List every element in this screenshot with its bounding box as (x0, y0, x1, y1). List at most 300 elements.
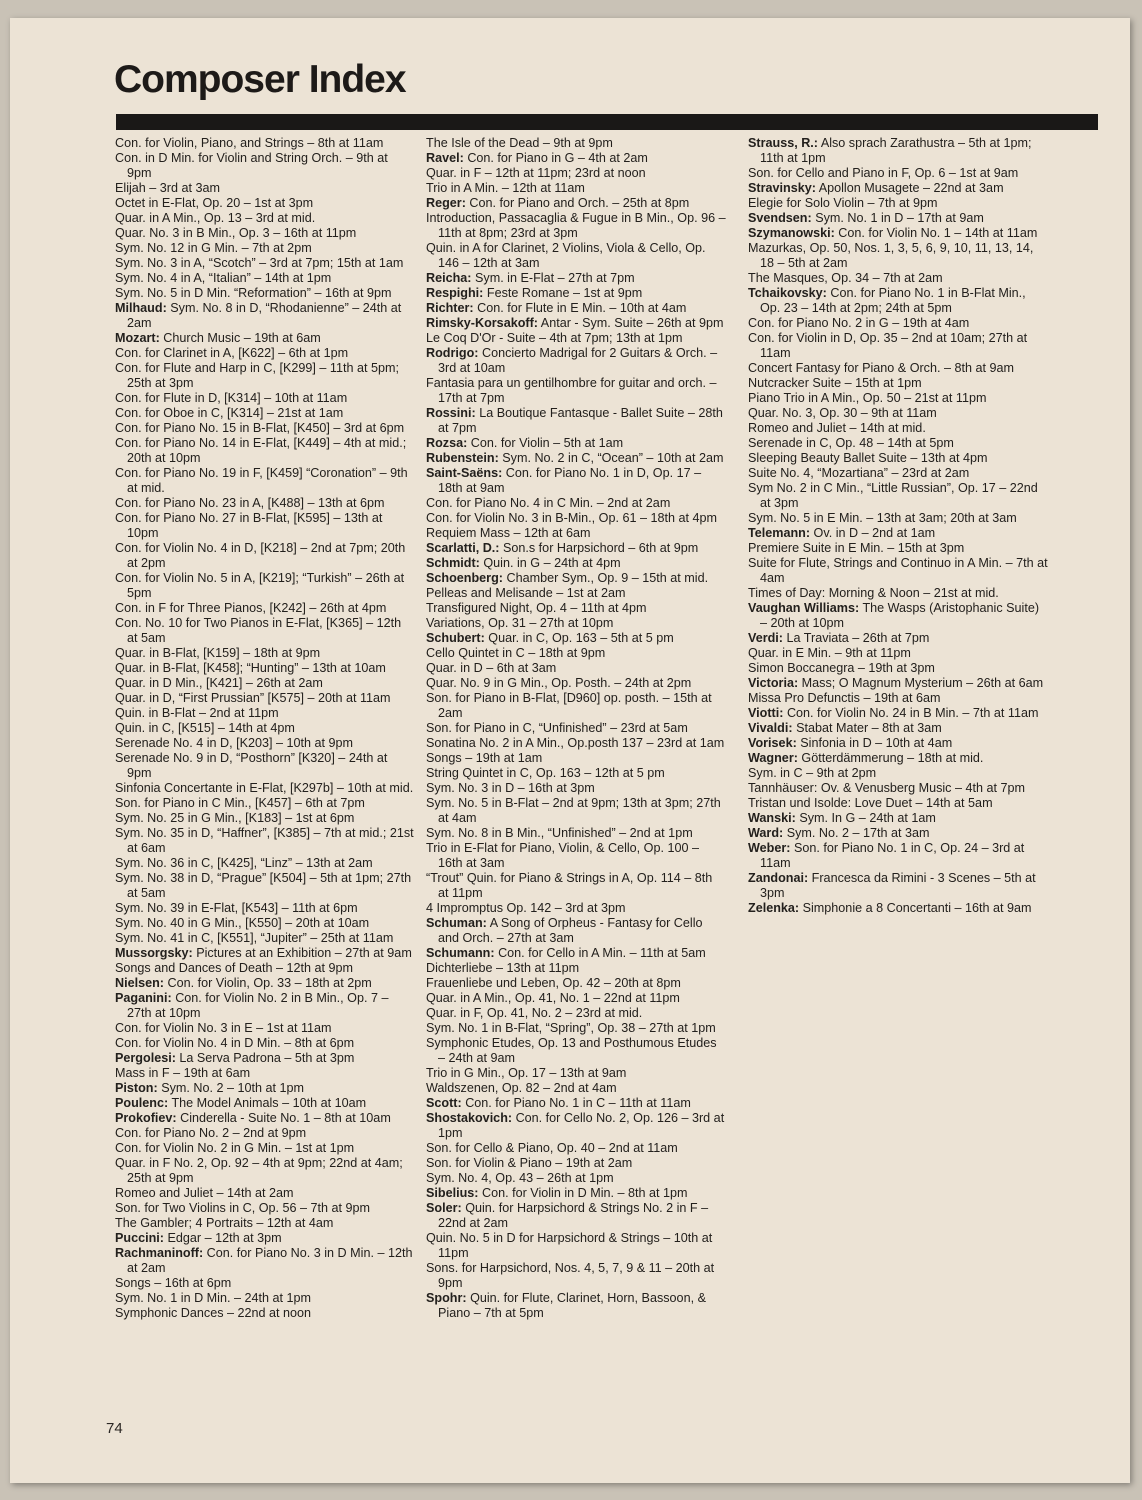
index-entry (426, 796, 726, 826)
composer-name: Ward: (748, 826, 784, 840)
composer-name: Zandonai: (748, 871, 809, 885)
work-listing: Introduction, Passacaglia & Fugue in B Min., Op. 96 – 11th at 8pm; 23rd at 3pm (426, 211, 726, 240)
work-listing: Simphonie a 8 Concertanti – 16th at 9am (802, 901, 1032, 915)
magazine-page (10, 18, 1130, 1483)
work-listing: Son. for Piano No. 1 in C, Op. 24 – 3rd at 11am (760, 841, 1025, 870)
work-listing: Songs – 19th at 1am (426, 751, 543, 765)
work-listing: Romeo and Juliet – 14th at 2am (115, 1186, 294, 1200)
index-entry (426, 241, 726, 271)
composer-name: Saint-Saëns: (426, 466, 503, 480)
index-entry (115, 661, 415, 676)
index-entry (748, 721, 1048, 736)
index-entry (115, 421, 415, 436)
work-listing: La Traviata – 26th at 7pm (786, 631, 930, 645)
work-listing: Trio in E-Flat for Piano, Violin, & Cello, Op. 100 – 16th at 3am (426, 841, 699, 870)
work-listing: Tristan und Isolde: Love Duet – 14th at 5am (748, 796, 993, 810)
composer-name: Scarlatti, D.: (426, 541, 500, 555)
index-entry (115, 1276, 415, 1291)
composer-name: Rozsa: (426, 436, 468, 450)
work-listing: Sym. No. 12 in G Min. – 7th at 2pm (115, 241, 312, 255)
index-entry (115, 211, 415, 226)
work-listing: Transfigured Night, Op. 4 – 11th at 4pm (426, 601, 647, 615)
index-entry (115, 646, 415, 661)
work-listing: Con. for Violin No. 24 in B Min. – 7th at 11am (786, 706, 1039, 720)
work-listing: Con. for Violin No. 4 in D, [K218] – 2nd at 7pm; 20th at 2pm (115, 541, 406, 570)
index-entry (115, 1141, 415, 1156)
work-listing: String Quintet in C, Op. 163 – 12th at 5 pm (426, 766, 665, 780)
work-listing: Mass in F – 19th at 6am (115, 1066, 251, 1080)
work-listing: Simon Boccanegra – 19th at 3pm (748, 661, 935, 675)
index-entry (748, 691, 1048, 706)
work-listing: Son. for Piano in B-Flat, [D960] op. posth. – 15th at 2am (426, 691, 712, 720)
work-listing: Quar. in D – 6th at 3am (426, 661, 557, 675)
index-entry (426, 496, 726, 511)
work-listing: Sym. No. 4 in A, “Italian” – 14th at 1pm (115, 271, 332, 285)
work-listing: Elijah – 3rd at 3am (115, 181, 221, 195)
index-entry (426, 826, 726, 841)
page-title: Composer Index (114, 58, 406, 101)
index-entry (115, 151, 415, 181)
work-listing: Romeo and Juliet – 14th at mid. (748, 421, 926, 435)
composer-name: Szymanowski: (748, 226, 835, 240)
work-listing: Con. in F for Three Pianos, [K242] – 26th at 4pm (115, 601, 387, 615)
index-entry (426, 136, 726, 151)
work-listing: Con. for Violin No. 3 in E – 1st at 11am (115, 1021, 332, 1035)
index-entry (426, 691, 726, 721)
index-entry (426, 331, 726, 346)
composer-name: Prokofiev: (115, 1111, 177, 1125)
index-entry (115, 196, 415, 211)
work-listing: Dichterliebe – 13th at 11pm (426, 961, 580, 975)
index-entry (426, 556, 726, 571)
index-entry (115, 796, 415, 811)
work-listing: Sym No. 2 in C Min., “Little Russian”, Op. 17 – 22nd at 3pm (748, 481, 1038, 510)
index-entry (426, 1201, 726, 1231)
composer-name: Rodrigo: (426, 346, 479, 360)
work-listing: Fantasia para un gentilhombre for guitar and orch. – 17th at 7pm (426, 376, 717, 405)
index-entry (115, 946, 415, 961)
work-listing: Suite No. 4, “Mozartiana” – 23rd at 2am (748, 466, 970, 480)
index-entry (115, 676, 415, 691)
index-entry (115, 301, 415, 331)
composer-name: Schmidt: (426, 556, 480, 570)
index-entry (748, 811, 1048, 826)
composer-name: Strauss, R.: (748, 136, 818, 150)
composer-name: Schoenberg: (426, 571, 503, 585)
index-entry (748, 241, 1048, 271)
index-entry (426, 316, 726, 331)
work-listing: Con. for Violin No. 2 in B Min., Op. 7 – 27th at 10pm (127, 991, 389, 1020)
work-listing: Quin. in A for Clarinet, 2 Violins, Viola & Cello, Op. 146 – 12th at 3am (426, 241, 706, 270)
index-entry (426, 1111, 726, 1141)
work-listing: Quin. in B-Flat – 2nd at 11pm (115, 706, 279, 720)
composer-name: Viotti: (748, 706, 784, 720)
index-entry (426, 766, 726, 781)
work-listing: The Isle of the Dead – 9th at 9pm (426, 136, 613, 150)
composer-name: Schumann: (426, 946, 495, 960)
work-listing: Edgar – 12th at 3pm (167, 1231, 282, 1245)
index-entry (115, 226, 415, 241)
work-listing: Concert Fantasy for Piano & Orch. – 8th at 9am (748, 361, 1014, 375)
index-entry (115, 1156, 415, 1186)
index-entry (748, 661, 1048, 676)
index-entry (748, 196, 1048, 211)
work-listing: Nutcracker Suite – 15th at 1pm (748, 376, 922, 390)
index-entry (748, 286, 1048, 316)
work-listing: Con. for Cello No. 2, Op. 126 – 3rd at 1pm (438, 1111, 725, 1140)
index-entry (748, 136, 1048, 166)
index-entry (748, 541, 1048, 556)
work-listing: La Boutique Fantasque - Ballet Suite – 28th at 7pm (438, 406, 723, 435)
work-listing: Chamber Sym., Op. 9 – 15th at mid. (506, 571, 709, 585)
index-entry (748, 586, 1048, 601)
work-listing: Con. for Violin in D Min. – 8th at 1pm (481, 1186, 688, 1200)
work-listing: Con. for Piano No. 3 in D Min. – 12th at 2am (127, 1246, 413, 1275)
work-listing: Sym. No. 40 in G Min., [K550] – 20th at 10am (115, 916, 370, 930)
work-listing: Sym. No. 3 in A, “Scotch” – 3rd at 7pm; 15th at 1am (115, 256, 404, 270)
composer-name: Vorisek: (748, 736, 797, 750)
index-entry (115, 1111, 415, 1126)
work-listing: Con. for Flute and Harp in C, [K299] – 11th at 5pm; 25th at 3pm (115, 361, 399, 390)
composer-name: Vaughan Williams: (748, 601, 860, 615)
composer-name: Zelenka: (748, 901, 800, 915)
work-listing: Con. for Violin No. 4 in D Min. – 8th at 6pm (115, 1036, 355, 1050)
index-entry (115, 346, 415, 361)
work-listing: Sym. No. 1 in D Min. – 24th at 1pm (115, 1291, 311, 1305)
index-entry (115, 361, 415, 391)
index-entry (748, 436, 1048, 451)
composer-name: Victoria: (748, 676, 799, 690)
work-listing: Sinfonia Concertante in E-Flat, [K297b] – 10th at mid. (115, 781, 414, 795)
work-listing: Octet in E-Flat, Op. 20 – 1st at 3pm (115, 196, 314, 210)
composer-name: Rossini: (426, 406, 476, 420)
work-listing: Sym. No. 8 in D, “Rhodanienne” – 24th at 2am (127, 301, 402, 330)
work-listing: Mass; O Magnum Mysterium – 26th at 6am (801, 676, 1044, 690)
index-entry (748, 751, 1048, 766)
work-listing: Quar. in B-Flat, [K458]; “Hunting” – 13th at 10am (115, 661, 386, 675)
work-listing: Sons. for Harpsichord, Nos. 4, 5, 7, 9 & 11 – 20th at 9pm (426, 1261, 715, 1290)
index-entry (748, 736, 1048, 751)
work-listing: Concierto Madrigal for 2 Guitars & Orch. – 3rd at 10am (438, 346, 718, 375)
work-listing: Sym. No. 8 in B Min., “Unfinished” – 2nd at 1pm (426, 826, 693, 840)
work-listing: Con. for Violin – 5th at 1am (470, 436, 624, 450)
work-listing: Quar. in A Min., Op. 41, No. 1 – 22nd at 11pm (426, 991, 680, 1005)
index-entry (115, 1291, 415, 1306)
index-entry (426, 676, 726, 691)
index-entry (115, 961, 415, 976)
work-listing: Trio in G Min., Op. 17 – 13th at 9am (426, 1066, 627, 1080)
index-entry (426, 961, 726, 976)
index-entry (115, 496, 415, 511)
work-listing: Songs – 16th at 6pm (115, 1276, 232, 1290)
composer-name: Wanski: (748, 811, 796, 825)
composer-name: Paganini: (115, 991, 172, 1005)
index-entry (426, 181, 726, 196)
work-listing: The Wasps (Aristophanic Suite) – 20th at 10pm (760, 601, 1040, 630)
index-entry (426, 1156, 726, 1171)
work-listing: Quar. in D Min., [K421] – 26th at 2am (115, 676, 323, 690)
index-entry (426, 1066, 726, 1081)
composer-name: Ravel: (426, 151, 464, 165)
work-listing: Con. for Piano No. 27 in B-Flat, [K595] – 13th at 10pm (115, 511, 383, 540)
work-listing: Con. for Violin No. 2 in G Min. – 1st at 1pm (115, 1141, 355, 1155)
work-listing: Serenade No. 4 in D, [K203] – 10th at 9pm (115, 736, 354, 750)
work-listing: Sym. in C – 9th at 2pm (748, 766, 877, 780)
work-listing: Mazurkas, Op. 50, Nos. 1, 3, 5, 6, 9, 10, 11, 13, 14, 18 – 5th at 2am (748, 241, 1034, 270)
work-listing: Quar. in B-Flat, [K159] – 18th at 9pm (115, 646, 321, 660)
index-entry (426, 271, 726, 286)
composer-name: Stravinsky: (748, 181, 816, 195)
work-listing: Trio in A Min. – 12th at 11am (426, 181, 585, 195)
work-listing: Symphonic Etudes, Op. 13 and Posthumous Etudes – 24th at 9am (426, 1036, 717, 1065)
index-entry (748, 601, 1048, 631)
composer-name: Pergolesi: (115, 1051, 176, 1065)
composer-name: Svendsen: (748, 211, 812, 225)
work-listing: Con. for Piano No. 2 – 2nd at 9pm (115, 1126, 307, 1140)
work-listing: Con. for Piano No. 4 in C Min. – 2nd at 2am (426, 496, 671, 510)
work-listing: Quin. for Harpsichord & Strings No. 2 in F – 22nd at 2am (438, 1201, 709, 1230)
work-listing: Son. for Violin & Piano – 19th at 2am (426, 1156, 633, 1170)
work-listing: Quar. in C, Op. 163 – 5th at 5 pm (488, 631, 674, 645)
index-entry (115, 286, 415, 301)
index-entry (426, 166, 726, 181)
index-entry (115, 811, 415, 826)
composer-name: Mussorgsky: (115, 946, 193, 960)
index-entry (115, 1081, 415, 1096)
work-listing: Premiere Suite in E Min. – 15th at 3pm (748, 541, 965, 555)
work-listing: A Song of Orpheus - Fantasy for Cello and Orch. – 27th at 3am (438, 916, 703, 945)
index-entry (426, 451, 726, 466)
work-listing: Sinfonia in D – 10th at 4am (800, 736, 953, 750)
work-listing: Con. for Violin, Op. 33 – 18th at 2pm (167, 976, 372, 990)
work-listing: Quar. No. 3 in B Min., Op. 3 – 16th at 11pm (115, 226, 357, 240)
work-listing: Cinderella - Suite No. 1 – 8th at 10am (180, 1111, 391, 1125)
composer-name: Reger: (426, 196, 466, 210)
index-entry (115, 241, 415, 256)
index-entry (115, 391, 415, 406)
work-listing: Also sprach Zarathustra – 5th at 1pm; 11th at 1pm (760, 136, 1032, 165)
index-entry (748, 796, 1048, 811)
index-entry (115, 616, 415, 646)
index-entry (115, 931, 415, 946)
composer-name: Spohr: (426, 1291, 467, 1305)
work-listing: Sym. No. 25 in G Min., [K183] – 1st at 6pm (115, 811, 355, 825)
index-entry (426, 661, 726, 676)
composer-name: Milhaud: (115, 301, 167, 315)
work-listing: Sym. No. 5 in B-Flat – 2nd at 9pm; 13th at 3pm; 27th at 4am (426, 796, 721, 825)
index-entry (426, 646, 726, 661)
index-entry (115, 1306, 415, 1321)
work-listing: Con. for Cello in A Min. – 11th at 5am (498, 946, 706, 960)
work-listing: Sym. No. 5 in D Min. “Reformation” – 16th at 9pm (115, 286, 392, 300)
index-entry (115, 601, 415, 616)
composer-name: Puccini: (115, 1231, 164, 1245)
composer-name: Weber: (748, 841, 791, 855)
index-entry (748, 481, 1048, 511)
index-entry (115, 781, 415, 796)
composer-name: Vivaldi: (748, 721, 793, 735)
work-listing: Pictures at an Exhibition – 27th at 9am (196, 946, 412, 960)
work-listing: Con. for Violin No. 3 in B-Min., Op. 61 – 18th at 4pm (426, 511, 717, 525)
index-entry (426, 991, 726, 1006)
work-listing: Con. for Piano in G – 4th at 2am (467, 151, 648, 165)
work-listing: Cello Quintet in C – 18th at 9pm (426, 646, 606, 660)
index-entry (426, 151, 726, 166)
index-entry (115, 1126, 415, 1141)
work-listing: Quin. in G – 24th at 4pm (483, 556, 621, 570)
work-listing: Sym. In G – 24th at 1am (799, 811, 936, 825)
work-listing: Con. for Piano No. 2 in G – 19th at 4am (748, 316, 970, 330)
index-entry (748, 676, 1048, 691)
work-listing: Antar - Sym. Suite – 26th at 9pm (540, 316, 724, 330)
index-entry (426, 526, 726, 541)
index-entry (748, 526, 1048, 541)
index-entry (748, 631, 1048, 646)
work-listing: Songs and Dances of Death – 12th at 9pm (115, 961, 354, 975)
work-listing: Variations, Op. 31 – 27th at 10pm (426, 616, 614, 630)
index-entry (426, 211, 726, 241)
index-entry (115, 436, 415, 466)
work-listing: Tannhäuser: Ov. & Venusberg Music – 4th at 7pm (748, 781, 1025, 795)
index-entry (115, 826, 415, 856)
work-listing: Church Music – 19th at 6am (163, 331, 321, 345)
index-entry (426, 586, 726, 601)
work-listing: The Model Animals – 10th at 10am (171, 1096, 367, 1110)
index-entry (115, 136, 415, 151)
index-entry (426, 736, 726, 751)
work-listing: Con. for Flute in E Min. – 10th at 4am (477, 301, 687, 315)
work-listing: Con. for Piano No. 1 in C – 11th at 11am (465, 1096, 691, 1110)
index-entry (426, 1261, 726, 1291)
composer-name: Respighi: (426, 286, 484, 300)
index-entry (115, 1036, 415, 1051)
index-entry (426, 1021, 726, 1036)
index-entry (426, 901, 726, 916)
work-listing: Con. for Violin No. 1 – 14th at 11am (838, 226, 1038, 240)
index-entry (426, 466, 726, 496)
index-entry (426, 1141, 726, 1156)
work-listing: Piano Trio in A Min., Op. 50 – 21st at 11pm (748, 391, 987, 405)
index-entry (115, 1201, 415, 1216)
work-listing: Times of Day: Morning & Noon – 21st at mid. (748, 586, 999, 600)
index-entry (115, 706, 415, 721)
index-entry (115, 1186, 415, 1201)
index-entry (115, 1066, 415, 1081)
index-entry (426, 1096, 726, 1111)
work-listing: Francesca da Rimini - 3 Scenes – 5th at 3pm (760, 871, 1036, 900)
work-listing: Son. for Cello and Piano in F, Op. 6 – 1st at 9am (748, 166, 1019, 180)
index-entry (748, 226, 1048, 241)
index-entry (426, 871, 726, 901)
work-listing: Missa Pro Defunctis – 19th at 6am (748, 691, 941, 705)
index-entry (426, 1081, 726, 1096)
work-listing: Sym. No. 1 in D – 17th at 9am (815, 211, 984, 225)
composer-name: Schubert: (426, 631, 485, 645)
index-entry (115, 571, 415, 601)
index-entry (426, 571, 726, 586)
index-entry (426, 601, 726, 616)
index-entry (115, 901, 415, 916)
work-listing: Con. for Flute in D, [K314] – 10th at 11am (115, 391, 348, 405)
work-listing: The Gambler; 4 Portraits – 12th at 4am (115, 1216, 334, 1230)
index-entry (426, 976, 726, 991)
index-entry (426, 841, 726, 871)
work-listing: Con. for Piano and Orch. – 25th at 8pm (469, 196, 690, 210)
index-entry (115, 331, 415, 346)
work-listing: Son. for Cello & Piano, Op. 40 – 2nd at 11am (426, 1141, 678, 1155)
index-entry (748, 466, 1048, 481)
work-listing: Con. for Violin, Piano, and Strings – 8th at 11am (115, 136, 384, 150)
index-entry (115, 1021, 415, 1036)
work-listing: Stabat Mater – 8th at 3am (796, 721, 942, 735)
index-entry (426, 196, 726, 211)
index-entry (115, 856, 415, 871)
work-listing: Sym. No. 41 in C, [K551], “Jupiter” – 25th at 11am (115, 931, 394, 945)
index-entry (748, 361, 1048, 376)
index-entry (426, 751, 726, 766)
index-column-1 (115, 136, 415, 1321)
index-column-2 (426, 136, 726, 1321)
index-entry (115, 271, 415, 286)
composer-name: Sibelius: (426, 1186, 479, 1200)
work-listing: Con. in D Min. for Violin and String Orch. – 9th at 9pm (115, 151, 388, 180)
index-entry (426, 1036, 726, 1066)
index-entry (115, 991, 415, 1021)
composer-name: Richter: (426, 301, 474, 315)
index-entry (426, 1291, 726, 1321)
work-listing: Sym. No. 36 in C, [K425], “Linz” – 13th at 2am (115, 856, 373, 870)
work-listing: Quar. in F – 12th at 11pm; 23rd at noon (426, 166, 646, 180)
index-entry (426, 721, 726, 736)
work-listing: Sym. No. 1 in B-Flat, “Spring”, Op. 38 – 27th at 1pm (426, 1021, 716, 1035)
work-listing: “Trout” Quin. for Piano & Strings in A, Op. 114 – 8th at 11pm (426, 871, 713, 900)
work-listing: Sym. No. 2 in C, “Ocean” – 10th at 2am (502, 451, 724, 465)
work-listing: Quar. No. 9 in G Min., Op. Posth. – 24th at 2pm (426, 676, 692, 690)
index-entry (426, 946, 726, 961)
work-listing: Sym. No. 3 in D – 16th at 3pm (426, 781, 595, 795)
index-entry (748, 781, 1048, 796)
work-listing: Con. for Piano No. 23 in A, [K488] – 13th at 6pm (115, 496, 385, 510)
composer-name: Scott: (426, 1096, 462, 1110)
index-entry (115, 256, 415, 271)
composer-name: Tchaikovsky: (748, 286, 827, 300)
work-listing: Requiem Mass – 12th at 6am (426, 526, 591, 540)
composer-name: Shostakovich: (426, 1111, 513, 1125)
index-entry (748, 421, 1048, 436)
work-listing: Con. No. 10 for Two Pianos in E-Flat, [K365] – 12th at 5am (115, 616, 402, 645)
index-entry (426, 286, 726, 301)
composer-name: Mozart: (115, 331, 160, 345)
index-entry (426, 631, 726, 646)
work-listing: Con. for Piano No. 15 in B-Flat, [K450] – 3rd at 6pm (115, 421, 405, 435)
index-entry (748, 211, 1048, 226)
index-entry (748, 316, 1048, 331)
composer-name: Rimsky-Korsakoff: (426, 316, 538, 330)
composer-name: Wagner: (748, 751, 798, 765)
index-entry (748, 706, 1048, 721)
work-listing: Sym. No. 38 in D, “Prague” [K504] – 5th at 1pm; 27th at 5am (115, 871, 412, 900)
index-entry (426, 616, 726, 631)
work-listing: Son.s for Harpsichord – 6th at 9pm (502, 541, 699, 555)
work-listing: Frauenliebe und Leben, Op. 42 – 20th at 8pm (426, 976, 681, 990)
index-entry (748, 271, 1048, 286)
work-listing: Apollon Musagete – 22nd at 3am (818, 181, 1004, 195)
work-listing: Quin. for Flute, Clarinet, Horn, Bassoon, & Piano – 7th at 5pm (438, 1291, 706, 1320)
index-entry (748, 406, 1048, 421)
work-listing: Quin. in C, [K515] – 14th at 4pm (115, 721, 295, 735)
index-entry (115, 916, 415, 931)
work-listing: Suite for Flute, Strings and Continuo in A Min. – 7th at 4am (748, 556, 1048, 585)
